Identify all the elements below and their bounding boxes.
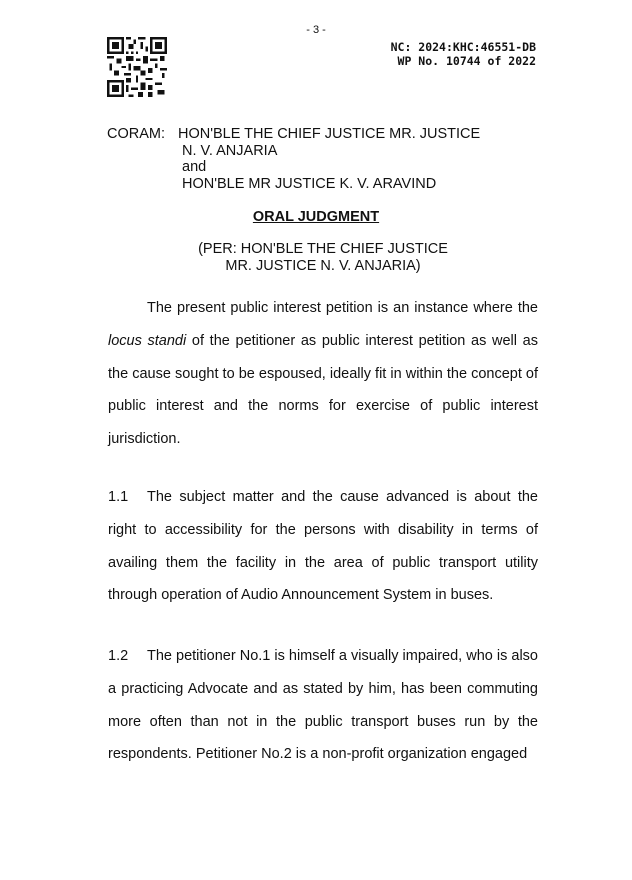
per-line-2: MR. JUSTICE N. V. ANJARIA)	[225, 258, 421, 274]
per-authorship	[0, 241, 632, 275]
paragraph-text: The subject matter and the cause advanced is about the right to accessibility for the persons with disability in terms of availing them the facility in the area of public transport utility through operation of Audio Announcement System in buses.	[108, 489, 538, 604]
paragraph-number: 1.2	[108, 648, 129, 664]
writ-petition-number: WP No. 10744 of 2022	[397, 54, 536, 68]
neutral-citation: NC: 2024:KHC:46551-DB	[390, 40, 536, 54]
coram-line: HON'BLE MR JUSTICE K. V. ARAVIND	[182, 175, 437, 192]
page-number: - 3 -	[306, 24, 326, 36]
paragraph-1-1	[108, 481, 538, 612]
paragraph-intro	[108, 292, 538, 456]
coram-line: and	[182, 159, 207, 175]
paragraph-1-2	[108, 640, 538, 771]
case-citation	[391, 40, 536, 68]
judgment-heading: ORAL JUDGMENT	[252, 209, 380, 225]
paragraph-number: 1.1	[108, 489, 129, 505]
qr-code	[107, 37, 167, 97]
coram-judges	[178, 126, 558, 192]
paragraph-text: of the petitioner as public interest petition as well as the cause sought to be espoused, ideally fit in within the concept of public interest and the norms for exercise of public interest jurisdiction.	[108, 332, 538, 448]
per-line-1: (PER: HON'BLE THE CHIEF JUSTICE	[198, 241, 448, 257]
coram-line: N. V. ANJARIA	[182, 142, 278, 159]
paragraph-text: The present public interest petition is an instance where the	[147, 300, 538, 316]
coram-line: HON'BLE THE CHIEF JUSTICE MR. JUSTICE	[178, 126, 481, 142]
paragraph-text: The petitioner No.1 is himself a visually impaired, who is also a practicing Advocate and as stated by him, has been commuting more often than not in the public transport buses run by the respondents. Petitioner No.2 is a non-profit organization engaged	[108, 648, 538, 763]
coram-label: CORAM:	[107, 126, 165, 142]
italic-term: locus standi	[108, 332, 187, 349]
